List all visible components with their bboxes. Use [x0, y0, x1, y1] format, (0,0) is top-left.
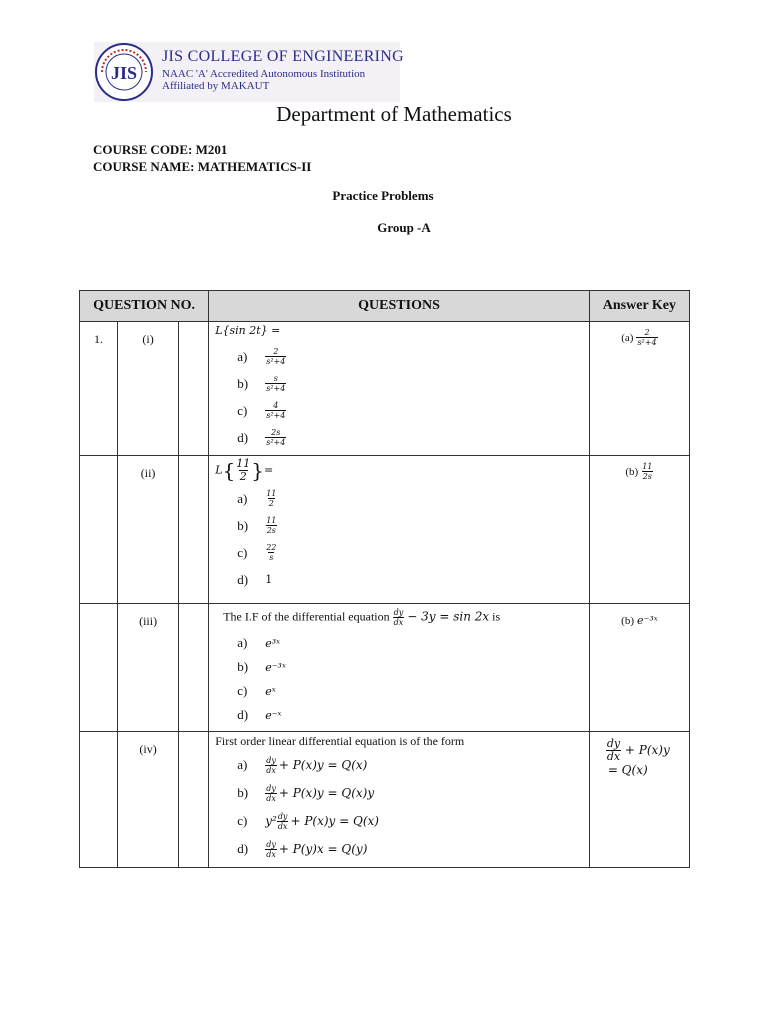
fraction	[265, 840, 277, 859]
fraction	[235, 458, 251, 483]
question-stem	[215, 458, 583, 483]
fraction-denominator: dx	[266, 849, 276, 859]
question-cell	[209, 322, 590, 456]
answer-key	[621, 328, 657, 347]
question-number	[80, 604, 118, 732]
affiliation-text: Affiliated by MAKAUT	[162, 80, 270, 92]
answer-key	[590, 738, 689, 777]
option-b	[237, 512, 583, 539]
option-label: b)	[237, 659, 249, 674]
left-brace: {	[222, 458, 236, 483]
fraction-denominator: s²+4	[266, 411, 286, 420]
answer-prefix: (b)	[621, 614, 634, 627]
fraction-denominator: dx	[606, 750, 621, 763]
option-value: + P(x)y = Q(x)	[290, 814, 379, 828]
answer-value: e⁻³ˣ	[637, 614, 658, 627]
question-stem: First order linear differential equation is of the form	[215, 734, 465, 748]
option-value: e⁻³ˣ	[265, 660, 286, 674]
spacer-cell	[179, 322, 209, 456]
svg-text:JIS: JIS	[110, 63, 138, 83]
spacer-cell	[179, 456, 209, 604]
course-info	[93, 141, 311, 175]
option-prefix: y²	[265, 814, 277, 828]
fraction-denominator: s	[269, 553, 274, 562]
option-value: + P(y)x = Q(y)	[278, 842, 368, 856]
answer-key	[625, 462, 653, 481]
table-row	[80, 322, 690, 456]
answer-prefix: (b)	[625, 465, 639, 478]
option-c	[237, 679, 583, 703]
group-title: Group -A	[377, 220, 431, 235]
fraction	[265, 516, 277, 535]
option-c	[237, 397, 583, 424]
fraction	[265, 428, 286, 447]
option-label: b)	[237, 517, 249, 533]
option-b	[237, 655, 583, 679]
fraction	[277, 812, 289, 831]
fraction-denominator: dx	[266, 765, 276, 775]
answer-cell	[589, 604, 689, 732]
practice-title: Practice Problems	[332, 188, 434, 203]
sub-question-number: (i)	[118, 322, 179, 456]
fraction-denominator: s²+4	[637, 338, 657, 347]
option-b	[237, 779, 583, 807]
option-label: d)	[237, 571, 249, 587]
fraction-denominator: s²+4	[266, 357, 286, 366]
options-list	[237, 343, 583, 451]
option-value: + P(x)y = Q(x)y	[278, 786, 375, 800]
option-label: a)	[237, 490, 248, 506]
fraction-numerator: dy	[266, 839, 276, 849]
answer-line-1: + P(x)y	[624, 743, 670, 757]
option-a	[237, 751, 583, 779]
options-list	[237, 631, 583, 727]
fraction-numerator: 11	[236, 457, 251, 470]
fraction	[265, 784, 277, 803]
stem-end: is	[492, 609, 501, 624]
options-list	[237, 751, 583, 863]
option-label: d)	[237, 707, 249, 722]
fraction-denominator: 2s	[266, 526, 276, 535]
fraction-denominator: 2	[239, 470, 247, 483]
question-stem	[215, 606, 583, 627]
stem-text: The I.F of the differential equation	[223, 609, 390, 624]
header-answer-key: Answer Key	[589, 291, 689, 322]
answer-cell	[589, 732, 689, 868]
college-logo-banner	[94, 42, 405, 102]
fraction-denominator: dx	[393, 618, 404, 627]
options-list	[237, 485, 583, 593]
option-value: eˣ	[265, 684, 276, 698]
accreditation-text: NAAC 'A' Accredited Autonomous Institution	[162, 68, 366, 80]
fraction	[265, 374, 286, 393]
fraction-numerator: 4	[273, 401, 279, 410]
right-brace: }	[251, 458, 264, 483]
fraction-numerator: dy	[606, 737, 621, 750]
college-seal-icon	[94, 42, 154, 102]
option-label: a)	[237, 635, 248, 650]
option-a	[237, 631, 583, 655]
option-label: a)	[237, 348, 248, 364]
fraction-numerator: 22	[266, 543, 277, 552]
option-value: e⁻ˣ	[265, 708, 282, 722]
fraction	[641, 462, 653, 481]
fraction-denominator: s²+4	[266, 438, 286, 447]
fraction	[606, 738, 621, 763]
fraction	[265, 756, 277, 775]
option-value: e³ˣ	[265, 636, 281, 650]
fraction	[265, 347, 286, 366]
fraction-denominator: s²+4	[266, 384, 286, 393]
spacer-cell	[179, 604, 209, 732]
option-a	[237, 343, 583, 370]
college-name: JIS COLLEGE OF ENGINEERING	[162, 48, 405, 65]
option-c	[237, 807, 583, 835]
fraction-numerator: dy	[277, 811, 288, 821]
option-c	[237, 539, 583, 566]
answer-key	[621, 610, 657, 627]
question-number	[80, 732, 118, 868]
question-number: 1.	[80, 322, 118, 456]
answer-cell	[589, 456, 689, 604]
option-label: b)	[237, 375, 249, 391]
stem-math: − 3y = sin 2x	[407, 609, 490, 624]
option-d	[237, 835, 583, 863]
option-label: a)	[237, 757, 248, 772]
answer-cell	[589, 322, 689, 456]
option-value: 1	[265, 573, 273, 586]
table-row	[80, 604, 690, 732]
fraction-numerator: dy	[393, 608, 404, 617]
department-title: Department of Mathematics	[276, 102, 512, 126]
option-d	[237, 424, 583, 451]
spacer-cell	[179, 732, 209, 868]
fraction-denominator: dx	[277, 821, 288, 831]
course-name: COURSE NAME: MATHEMATICS-II	[93, 159, 312, 174]
fraction-numerator: 11	[266, 516, 277, 525]
option-label: d)	[237, 429, 249, 445]
fraction-numerator: dy	[266, 755, 276, 765]
option-d	[237, 703, 583, 727]
table-row	[80, 732, 690, 868]
equals-sign: =	[264, 463, 274, 477]
question-stem: L{sin 2t} =	[215, 324, 281, 337]
fraction-numerator: 2	[273, 347, 279, 356]
fraction-numerator: 11	[642, 462, 653, 471]
option-label: c)	[237, 544, 248, 560]
course-code: COURSE CODE: M201	[93, 142, 228, 157]
header-question-no: QUESTION NO.	[80, 291, 209, 322]
fraction	[265, 543, 277, 562]
question-cell	[209, 732, 590, 868]
sub-question-number: (ii)	[118, 456, 179, 604]
option-b	[237, 370, 583, 397]
fraction-numerator: 11	[266, 489, 277, 498]
answer-line-2: = Q(x)	[607, 763, 648, 777]
question-cell	[209, 456, 590, 604]
option-label: c)	[237, 683, 248, 698]
table-header-row	[80, 291, 690, 322]
fraction-numerator: s	[273, 374, 278, 383]
fraction	[265, 401, 286, 420]
option-label: c)	[237, 402, 248, 418]
fraction-denominator: 2	[268, 499, 274, 508]
option-d	[237, 566, 583, 593]
option-label: c)	[237, 813, 248, 828]
sub-question-number: (iii)	[118, 604, 179, 732]
fraction	[636, 328, 657, 347]
fraction-numerator: 2s	[271, 428, 281, 437]
table-row	[80, 456, 690, 604]
header-questions: QUESTIONS	[209, 291, 590, 322]
option-label: d)	[237, 841, 249, 856]
fraction-denominator: 2s	[642, 472, 652, 481]
laplace-symbol: L	[215, 463, 223, 477]
option-label: b)	[237, 785, 249, 800]
fraction	[265, 489, 277, 508]
question-number	[80, 456, 118, 604]
question-cell	[209, 604, 590, 732]
questions-table	[79, 290, 690, 868]
option-value: + P(x)y = Q(x)	[278, 758, 368, 772]
answer-prefix: (a)	[621, 331, 634, 344]
fraction-denominator: dx	[266, 793, 276, 803]
option-a	[237, 485, 583, 512]
sub-question-number: (iv)	[118, 732, 179, 868]
fraction-numerator: dy	[266, 783, 276, 793]
fraction	[393, 608, 405, 627]
fraction-numerator: 2	[644, 328, 650, 337]
